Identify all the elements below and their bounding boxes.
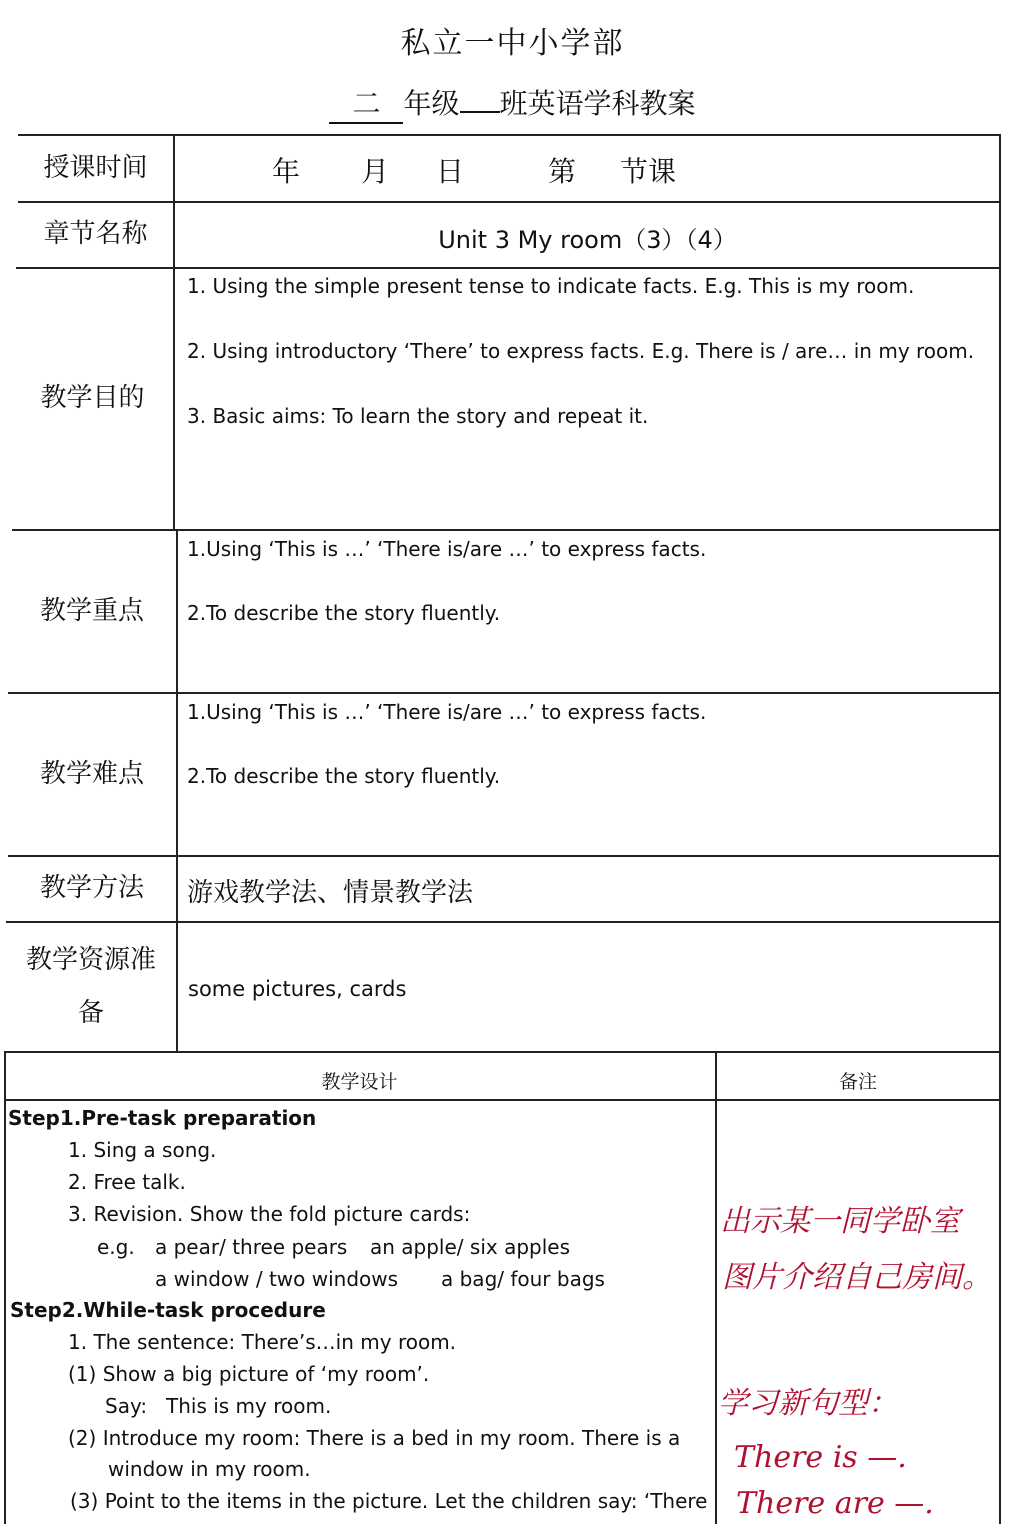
label-time: 授课时间 bbox=[43, 152, 148, 183]
step1-item: 1. Sing a song. bbox=[68, 1138, 217, 1162]
handwritten-note-2: 学习新句型： bbox=[718, 1386, 898, 1421]
teaching-methods: 游戏教学法、情景教学法 bbox=[187, 878, 474, 908]
say-label: Say: bbox=[105, 1394, 148, 1418]
resources-value: some pictures, cards bbox=[188, 977, 407, 1001]
objective-item: 3. Basic aims: To learn the story and repeat it. bbox=[187, 404, 649, 428]
class-blank bbox=[460, 111, 500, 113]
label-objectives: 教学目的 bbox=[40, 383, 145, 414]
grade-blank: 二 bbox=[329, 82, 403, 124]
label-chapter: 章节名称 bbox=[43, 219, 148, 250]
step1-item: 3. Revision. Show the fold picture cards: bbox=[68, 1202, 471, 1226]
label-difficulties: 教学难点 bbox=[39, 758, 144, 789]
say-text: This is my room. bbox=[166, 1394, 332, 1418]
day-label: 日 bbox=[436, 155, 465, 188]
objective-item: 1. Using the simple present tense to indicate facts. E.g. This is my room. bbox=[187, 274, 915, 298]
handwritten-note-2b: There is —. bbox=[734, 1440, 907, 1475]
design-header: 教学设计 bbox=[321, 1071, 398, 1093]
step1-title: Step1.Pre-task preparation bbox=[8, 1106, 317, 1130]
example-item: a pear/ three pears bbox=[155, 1235, 348, 1259]
notes-header: 备注 bbox=[838, 1071, 877, 1093]
step2-sub-item: (2) Introduce my room: There is a bed in my room. There is a bbox=[68, 1426, 681, 1450]
handwritten-note-2c: There are —. bbox=[736, 1486, 934, 1521]
ordinal-label: 第 bbox=[548, 155, 577, 188]
step2-sub-item: (3) Point to the items in the picture. Let the children say: ‘There bbox=[70, 1489, 708, 1513]
label-resources-line1: 教学资源准 bbox=[25, 945, 156, 975]
key-point-item: 1.Using ‘This is …’ ‘There is/are …’ to express facts. bbox=[187, 537, 707, 561]
grade-label: 年级 bbox=[403, 87, 460, 120]
step1-item: 2. Free talk. bbox=[68, 1170, 186, 1194]
objective-item: 2. Using introductory ‘There’ to express facts. E.g. There is / are… in my room. bbox=[187, 339, 975, 363]
key-point-item: 2.To describe the story fluently. bbox=[187, 601, 501, 625]
handwritten-note-1: 出示某一同学卧室 bbox=[720, 1204, 960, 1239]
step2-title: Step2.While-task procedure bbox=[10, 1298, 326, 1322]
chapter-name: Unit 3 My room（3）（4） bbox=[438, 226, 737, 254]
step2-sub-item: (1) Show a big picture of ‘my room’. bbox=[68, 1362, 430, 1386]
month-label: 月 bbox=[361, 155, 390, 188]
example-item: an apple/ six apples bbox=[370, 1235, 570, 1259]
step2-item: 1. The sentence: There’s…in my room. bbox=[68, 1330, 457, 1354]
label-resources-line2: 备 bbox=[77, 998, 104, 1028]
school-title: 私立一中小学部 bbox=[400, 26, 625, 61]
class-subject-label: 班英语学科教案 bbox=[499, 87, 696, 120]
example-item: a window / two windows bbox=[155, 1267, 399, 1291]
label-key-points: 教学重点 bbox=[39, 595, 144, 626]
handwritten-note-1b: 图片介绍自己房间。 bbox=[722, 1260, 992, 1295]
difficulty-item: 1.Using ‘This is …’ ‘There is/are …’ to express facts. bbox=[187, 700, 707, 724]
label-methods: 教学方法 bbox=[39, 873, 144, 904]
example-eg: e.g. bbox=[97, 1235, 135, 1259]
step2-sub-item-cont: window in my room. bbox=[108, 1457, 311, 1481]
example-item: a bag/ four bags bbox=[441, 1267, 605, 1291]
difficulty-item: 2.To describe the story fluently. bbox=[187, 764, 501, 788]
plan-subtitle bbox=[0, 82, 1025, 124]
label-resources bbox=[6, 923, 176, 1051]
period-label: 节课 bbox=[620, 155, 677, 188]
year-label: 年 bbox=[272, 155, 301, 188]
